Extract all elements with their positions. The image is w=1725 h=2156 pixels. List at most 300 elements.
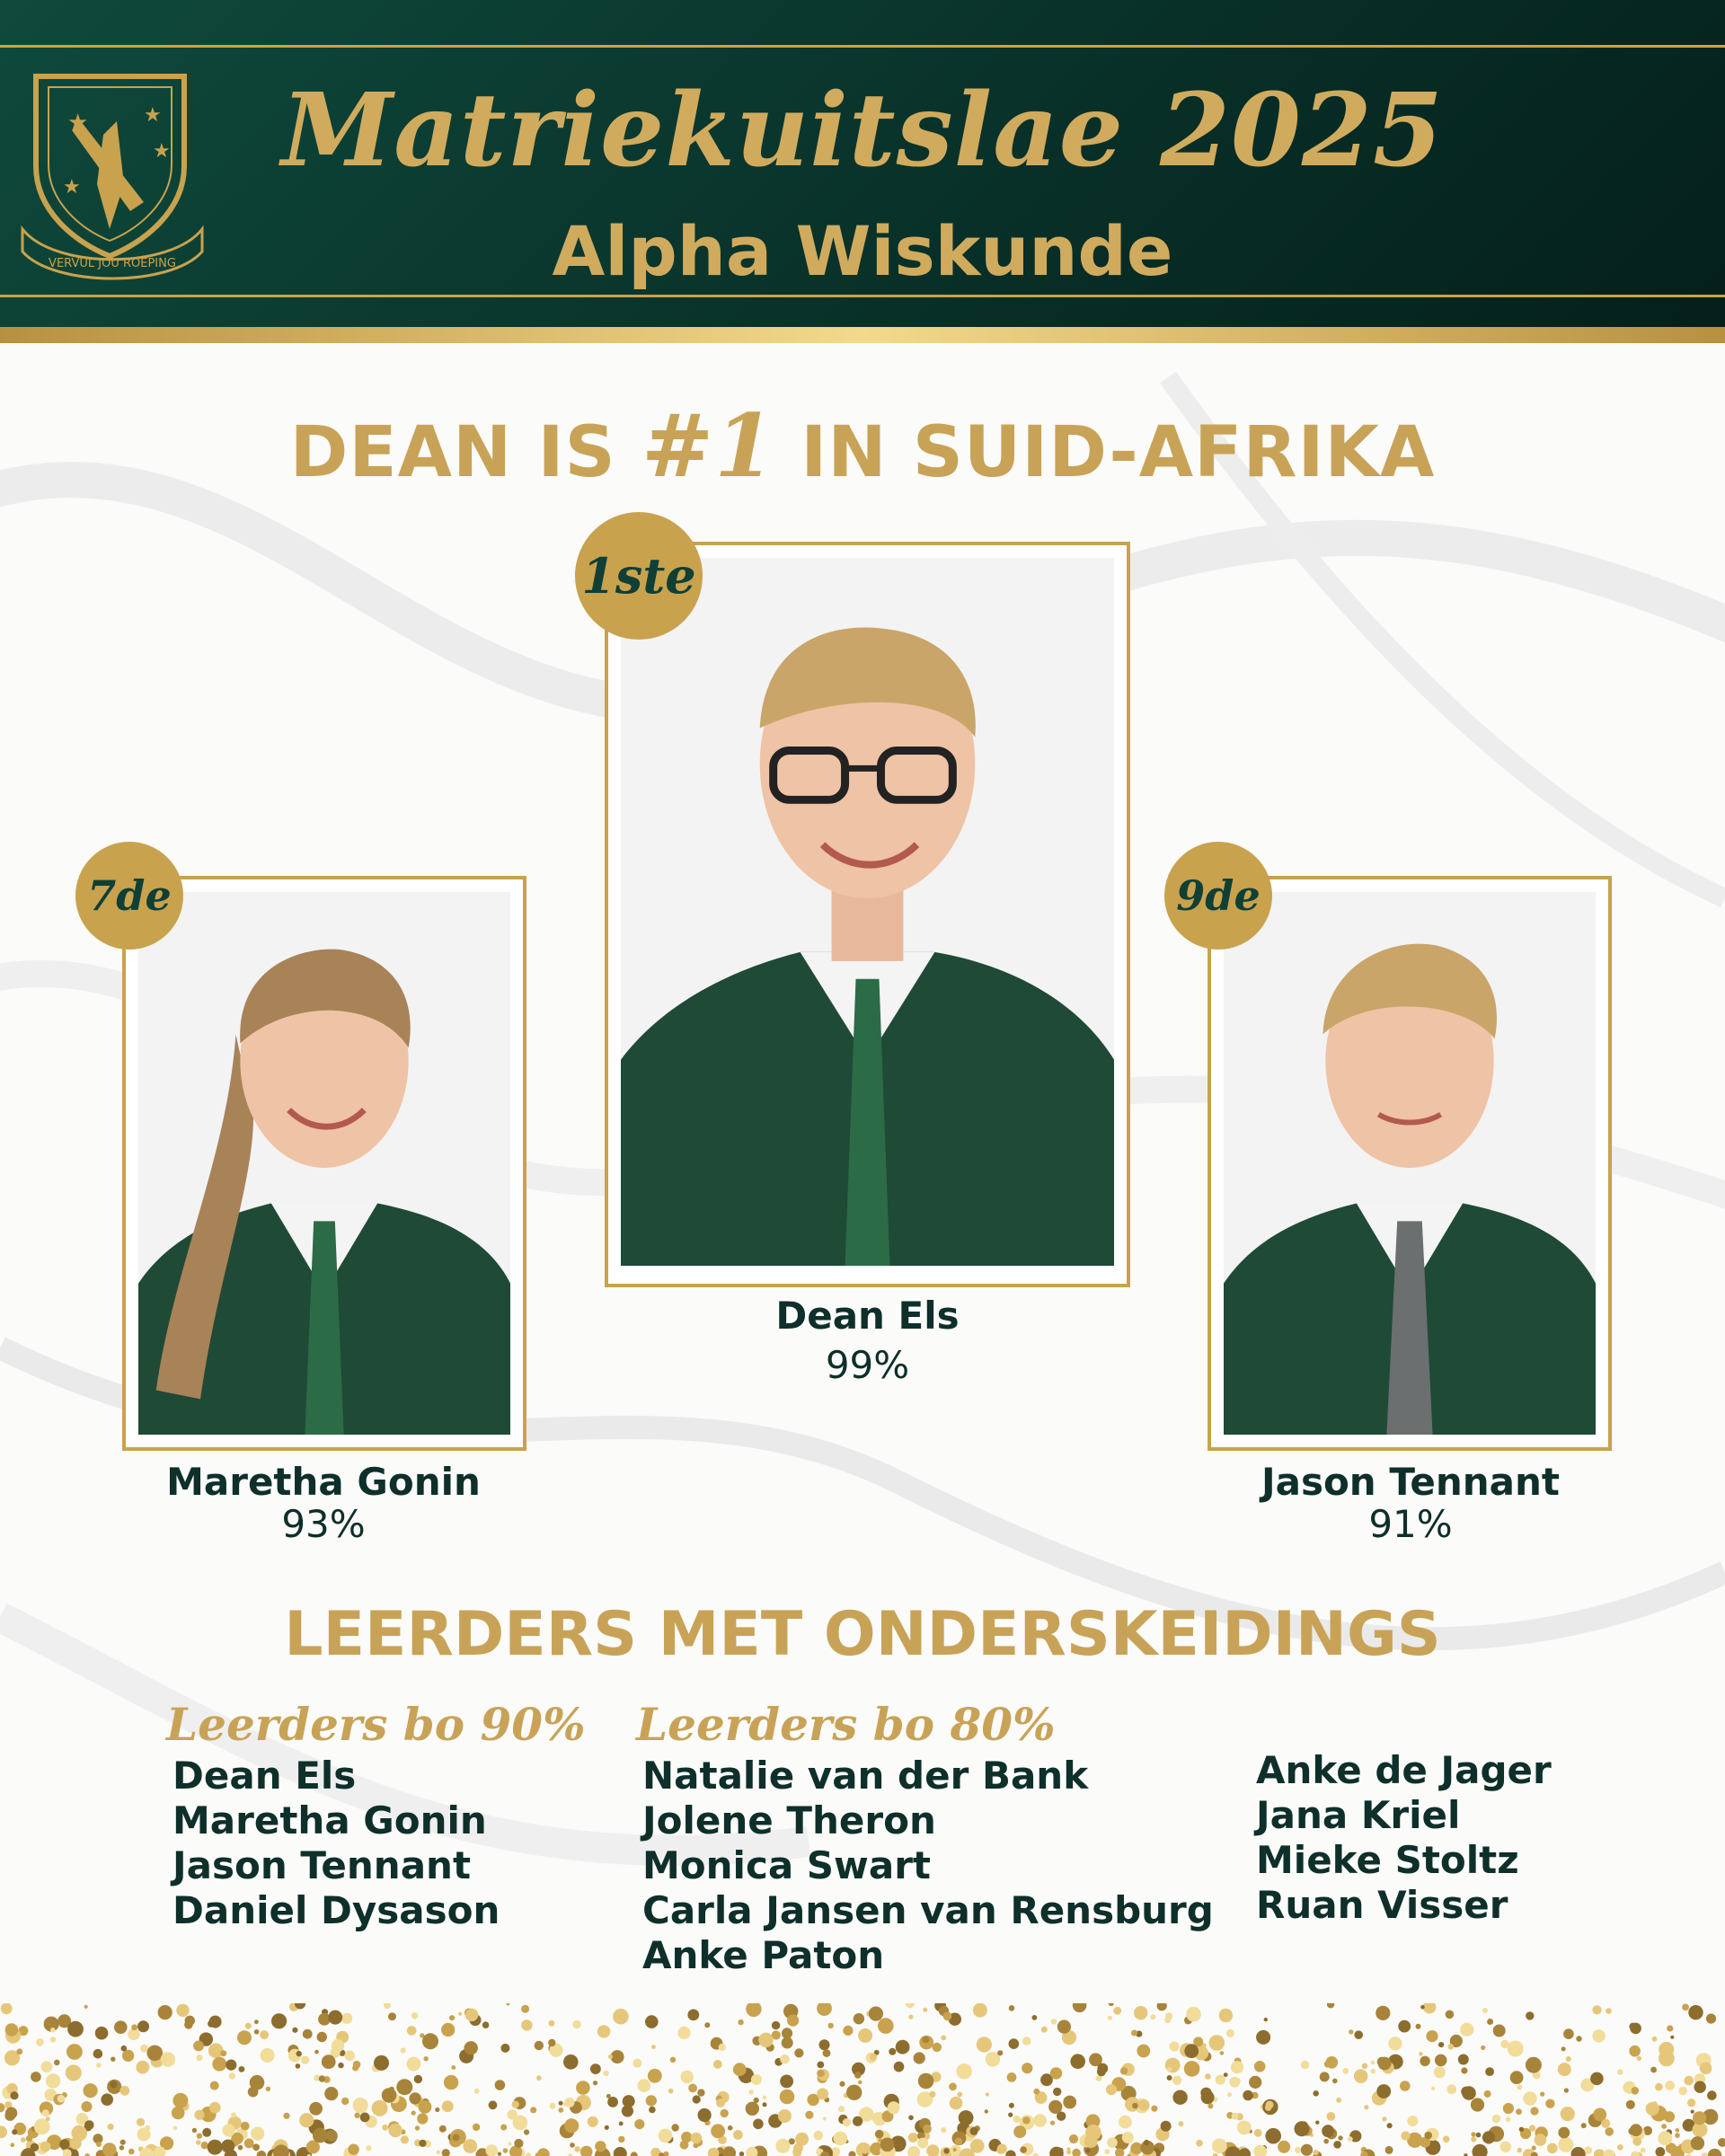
glitter-dot (41, 2061, 53, 2072)
glitter-dot (1167, 2075, 1172, 2081)
glitter-dot (42, 2109, 49, 2116)
glitter-dot (46, 2116, 50, 2121)
glitter-dot (917, 2138, 928, 2149)
glitter-dot (550, 2103, 556, 2109)
glitter-dot (838, 2106, 845, 2112)
glitter-dot (1661, 2124, 1667, 2129)
glitter-dot (1387, 2123, 1393, 2128)
glitter-dot (733, 2063, 747, 2076)
glitter-dot (1209, 2035, 1225, 2051)
header-banner (0, 0, 1725, 343)
glitter-dot (503, 2148, 509, 2153)
glitter-dot (1057, 2020, 1071, 2034)
glitter-dot (849, 2152, 856, 2156)
glitter-dot (1097, 2067, 1106, 2076)
glitter-dot (301, 2056, 309, 2064)
glitter-dot (1650, 2067, 1657, 2073)
glitter-dot (1500, 2142, 1511, 2152)
glitter-dot (417, 2113, 428, 2124)
glitter-dot (908, 2015, 913, 2019)
glitter-dot (66, 2044, 83, 2060)
glitter-dot (1105, 2149, 1110, 2154)
glitter-dot (559, 2101, 563, 2106)
glitter-dot (688, 2084, 697, 2093)
glitter-dot (733, 2130, 743, 2140)
glitter-dot (651, 2045, 656, 2049)
above90-label: Leerders bo 90% (166, 1698, 586, 1751)
crest-motto: VERVUL JOU ROEPING (49, 257, 176, 270)
first-place-photo (621, 558, 1114, 1266)
glitter-dot (716, 2099, 725, 2107)
glitter-dot (382, 2088, 397, 2103)
glitter-dot (1706, 2014, 1716, 2024)
glitter-dot (681, 2071, 694, 2083)
glitter-dot (509, 2143, 512, 2146)
glitter-dot (1485, 2067, 1494, 2076)
glitter-dot (1400, 2081, 1411, 2091)
glitter-dot (296, 2063, 301, 2069)
glitter-dot (341, 2098, 349, 2105)
glitter-dot (1167, 2067, 1172, 2072)
glitter-dot (1212, 2139, 1227, 2154)
glitter-dot (894, 2062, 905, 2072)
glitter-dot (1571, 2147, 1586, 2156)
glitter-dot (1070, 2054, 1085, 2069)
glitter-dot (549, 2020, 555, 2027)
glitter-dot (1201, 2090, 1215, 2104)
glitter-dot (1547, 2143, 1558, 2154)
glitter-dot (1517, 2084, 1522, 2090)
glitter-dot (388, 2012, 396, 2020)
third-place-photo (1224, 892, 1596, 1435)
glitter-dot (858, 2081, 862, 2084)
glitter-dot (823, 2116, 827, 2120)
glitter-dot (54, 2060, 60, 2066)
glitter-dot (693, 2095, 701, 2103)
glitter-dot (1382, 2116, 1386, 2121)
glitter-dot (869, 2007, 883, 2021)
glitter-dot (1266, 2101, 1274, 2109)
glitter-dot (563, 2054, 579, 2070)
glitter-dot (941, 2036, 946, 2041)
glitter-dot (576, 2081, 590, 2095)
glitter-dot (1685, 2076, 1694, 2086)
glitter-dot (489, 2100, 498, 2109)
glitter-dot (1108, 2016, 1112, 2020)
glitter-dot (283, 2113, 289, 2119)
glitter-dot (1376, 2006, 1390, 2020)
glitter-dot (252, 2143, 260, 2151)
glitter-dot (1179, 2121, 1184, 2126)
glitter-dot (1020, 2146, 1027, 2153)
glitter-dot (1013, 2125, 1026, 2138)
above80-list-col2 (1256, 1748, 1552, 1928)
glitter-dot (929, 2091, 935, 2098)
glitter-dot (1510, 2071, 1524, 2084)
glitter-dot (1109, 2003, 1114, 2006)
glitter-dot (388, 2124, 402, 2137)
glitter-dot (687, 2010, 699, 2021)
glitter-dot (411, 2111, 416, 2116)
glitter-dot (1629, 2023, 1636, 2030)
glitter-dot (955, 2138, 962, 2145)
glitter-dot (933, 2043, 942, 2052)
glitter-dot (1009, 2005, 1015, 2011)
glitter-dot (1482, 2008, 1488, 2013)
glitter-dot (241, 2122, 250, 2131)
glitter-dot (1186, 2007, 1201, 2022)
glitter-dot (1229, 2077, 1240, 2088)
glitter-dot (508, 2109, 518, 2119)
glitter-dot (1592, 2005, 1601, 2014)
glitter-dot (1376, 2084, 1391, 2099)
glitter-dot (1313, 2090, 1319, 2097)
glitter-dot (1435, 2054, 1447, 2067)
glitter-dot (1033, 2089, 1039, 2095)
glitter-dot (1354, 2069, 1368, 2083)
glitter-dot (704, 2022, 710, 2028)
glitter-dot (220, 2050, 226, 2056)
glitter-dot (197, 2134, 202, 2139)
glitter-dot (251, 2127, 264, 2141)
glitter-dot (1349, 2029, 1353, 2034)
glitter-dot (1249, 2076, 1261, 2089)
glitter-dot (817, 2003, 832, 2016)
glitter-dot (817, 2088, 828, 2099)
list-item: Jana Kriel (1256, 1793, 1461, 1837)
glitter-dot (1581, 2123, 1587, 2128)
glitter-dot (1424, 2132, 1432, 2140)
glitter-dot (1301, 2061, 1309, 2069)
glitter-dot (603, 2071, 608, 2076)
glitter-dot (172, 2093, 188, 2108)
glitter-dot (814, 2131, 824, 2141)
glitter-dot (512, 2101, 519, 2108)
glitter-dot (1073, 2003, 1087, 2012)
glitter-dot (613, 2009, 629, 2025)
glitter-dot (1388, 2037, 1402, 2050)
glitter-dot (608, 2054, 613, 2059)
glitter-dot (1132, 2103, 1138, 2109)
glitter-dot (50, 2037, 56, 2042)
glitter-dot (574, 2146, 580, 2152)
glitter-dot (1348, 2136, 1353, 2142)
glitter-dot (303, 2029, 313, 2039)
glitter-dot (128, 2149, 135, 2155)
glitter-dot (943, 2148, 949, 2153)
first-place-name: Dean Els (775, 1294, 960, 1338)
glitter-dot (780, 2054, 790, 2064)
glitter-dot (1362, 2063, 1368, 2070)
glitter-dot (977, 2037, 992, 2052)
glitter-dot (1526, 2057, 1542, 2073)
glitter-dot (158, 2005, 172, 2019)
glitter-dot (67, 2021, 84, 2037)
list-item: Anke de Jager (1256, 1748, 1552, 1792)
glitter-dot (463, 2139, 477, 2153)
glitter-dot (401, 2135, 409, 2143)
glitter-dot (119, 2145, 124, 2150)
list-item: Mieke Stoltz (1256, 1838, 1519, 1882)
glitter-dot (593, 2081, 597, 2085)
glitter-dot (1626, 2100, 1635, 2109)
glitter-dot (473, 2124, 480, 2131)
glitter-dot (572, 2020, 580, 2028)
glitter-dot (1219, 2009, 1233, 2022)
glitter-dot (1122, 2132, 1134, 2143)
glitter-dot (1462, 2086, 1476, 2100)
glitter-dot (1184, 2044, 1199, 2058)
glitter-dot (1072, 2149, 1081, 2156)
glitter-dot (506, 2003, 509, 2006)
glitter-dot (1151, 2106, 1157, 2112)
glitter-dot (748, 2090, 753, 2094)
glitter-dot (1493, 2025, 1506, 2037)
glitter-dot (846, 2085, 862, 2100)
glitter-dot (1545, 2099, 1554, 2108)
glitter-dot (1605, 2127, 1614, 2136)
glitter-dot (1322, 2125, 1334, 2137)
glitter-dot (96, 2142, 102, 2147)
glitter-dot (1022, 2037, 1031, 2046)
glitter-dot (354, 2113, 359, 2118)
glitter-dot (1691, 2110, 1694, 2114)
glitter-dot (1172, 2076, 1181, 2085)
glitter-dot (1069, 2134, 1078, 2143)
glitter-dot (1048, 2100, 1062, 2114)
glitter-dot (817, 2062, 824, 2069)
glitter-dot (973, 2003, 987, 2018)
glitter-dot (326, 2130, 338, 2142)
glitter-dot (1461, 2067, 1467, 2073)
glitter-dot (1137, 2045, 1150, 2058)
glitter-dot (1327, 2112, 1336, 2121)
glitter-dot (1517, 2148, 1523, 2153)
glitter-dot (606, 2094, 611, 2099)
glitter-dot (908, 2116, 914, 2121)
glitter-dot (1338, 2135, 1342, 2140)
glitter-dot (46, 2073, 60, 2088)
gold-band (0, 327, 1725, 343)
glitter-dot (1563, 2028, 1574, 2039)
glitter-dot (409, 2092, 420, 2104)
glitter-dot (794, 2048, 803, 2057)
glitter-dot (782, 2037, 793, 2049)
glitter-dot (1053, 2088, 1061, 2096)
list-item: Maretha Gonin (172, 1798, 487, 1842)
glitter-dot (1431, 2087, 1435, 2090)
glitter-dot (176, 2004, 189, 2017)
second-place-frame (122, 876, 526, 1451)
glitter-dot (372, 2100, 388, 2116)
glitter-dot (441, 2023, 455, 2037)
glitter-dot (843, 2118, 851, 2126)
headline-part1: DEAN IS (289, 412, 641, 493)
glitter-dot (1487, 2019, 1493, 2025)
glitter-dot (482, 2021, 490, 2028)
glitter-dot (137, 2118, 145, 2126)
glitter-dot (172, 2107, 185, 2120)
glitter-dot (1378, 2057, 1392, 2071)
glitter-dot (631, 2152, 638, 2156)
glitter-dot (59, 2139, 69, 2149)
third-place-frame (1208, 876, 1612, 1451)
glitter-dot (257, 2151, 267, 2156)
glitter-dot (854, 2013, 864, 2024)
glitter-dot (436, 2150, 440, 2154)
glitter-dot (668, 2089, 674, 2094)
glitter-dot (239, 2066, 245, 2072)
svg-text:★: ★ (153, 139, 171, 162)
glitter-dot (839, 2081, 845, 2087)
glitter-dot (1629, 2046, 1641, 2057)
glitter-dot (1503, 2103, 1514, 2114)
glitter-dot (1532, 2145, 1536, 2150)
glitter-dot (1471, 2136, 1476, 2142)
glitter-dot (1628, 2127, 1635, 2134)
glitter-dot (588, 2116, 598, 2127)
glitter-dot (787, 2015, 799, 2027)
glitter-dot (1050, 2121, 1055, 2125)
glitter-dot (348, 2144, 358, 2155)
glitter-dot (1540, 2092, 1544, 2097)
glitter-dot (521, 2019, 532, 2030)
glitter-dot (923, 2125, 932, 2134)
glitter-dot (614, 2147, 627, 2156)
glitter-dot (229, 2072, 235, 2079)
glitter-dot (1492, 2115, 1500, 2123)
glitter-dot (322, 2054, 336, 2069)
glitter-dot (324, 2087, 338, 2100)
glitter-dot (753, 2119, 764, 2130)
glitter-dot (880, 2138, 895, 2152)
glitter-dot (906, 2003, 915, 2008)
glitter-dot (711, 2124, 725, 2138)
glitter-dot (1009, 2038, 1020, 2049)
list-item: Monica Swart (642, 1843, 931, 1887)
glitter-dot (949, 2082, 957, 2090)
glitter-dot (1561, 2107, 1575, 2121)
glitter-dot (1120, 2067, 1128, 2074)
glitter-dot (221, 2140, 234, 2153)
glitter-dot (1471, 2132, 1475, 2136)
glitter-dot (1590, 2072, 1604, 2086)
glitter-dot (907, 2146, 920, 2156)
glitter-dot (1420, 2005, 1425, 2010)
glitter-dot (985, 2109, 988, 2113)
glitter-dot (524, 2129, 529, 2134)
glitter-dot (1050, 2067, 1062, 2079)
glitter-dot (1446, 2010, 1455, 2019)
glitter-dot (843, 2026, 853, 2036)
glitter-dot (943, 2011, 952, 2020)
glitter-dot (1558, 2137, 1573, 2152)
glitter-dot (719, 2044, 726, 2051)
rank-badge-first: 1ste (575, 512, 703, 640)
glitter-dot (0, 2125, 7, 2138)
glitter-dot (926, 2144, 939, 2156)
glitter-dot (219, 2063, 225, 2068)
glitter-dot (1419, 2052, 1423, 2056)
glitter-dot (194, 2110, 204, 2120)
glitter-dot (896, 2040, 910, 2054)
glitter-dot (795, 2133, 809, 2146)
glitter-dot (102, 2143, 117, 2156)
glitter-dot (500, 2125, 507, 2131)
glitter-dot (1682, 2004, 1689, 2011)
glitter-dot (1652, 2037, 1658, 2042)
glitter-dot (1063, 2096, 1076, 2109)
glitter-dot (419, 2100, 432, 2114)
glitter-dot (618, 2136, 624, 2143)
glitter-dot (776, 2139, 791, 2153)
glitter-dot (209, 2102, 221, 2114)
glitter-dot (451, 2065, 456, 2070)
glitter-dot (918, 2073, 934, 2090)
glitter-dot (1458, 2054, 1469, 2065)
glitter-dot (1170, 2042, 1180, 2052)
glitter-dot (0, 2103, 5, 2112)
list-item: Natalie van der Bank (642, 1754, 1089, 1798)
glitter-dot (739, 2152, 744, 2156)
glitter-dot (1254, 2061, 1266, 2072)
glitter-dot (605, 2125, 609, 2130)
glitter-dot (266, 2087, 270, 2091)
glitter-dot (1530, 2107, 1538, 2115)
glitter-dot (1687, 2099, 1695, 2107)
glitter-dot (1678, 2087, 1687, 2096)
glitter-dot (548, 2039, 555, 2046)
glitter-dot (632, 2059, 641, 2068)
headline (0, 395, 1725, 497)
glitter-dot (953, 2148, 957, 2152)
glitter-dot (564, 2118, 579, 2133)
glitter-dot (721, 2109, 729, 2117)
glitter-dot (1009, 2103, 1014, 2108)
glitter-dot (374, 2055, 389, 2071)
glitter-dot (649, 2107, 656, 2114)
glitter-dot (1558, 2127, 1570, 2139)
glitter-dot (193, 2041, 204, 2052)
glitter-dot (208, 2140, 223, 2155)
glitter-dot (1592, 2029, 1605, 2042)
glitter-dot (1184, 2061, 1200, 2077)
header-top-rule (0, 45, 1725, 48)
glitter-dot (1151, 2014, 1156, 2019)
glitter-dot (120, 2140, 126, 2145)
glitter-dot (1295, 2121, 1310, 2136)
glitter-dot (1516, 2108, 1522, 2115)
glitter-dot (1013, 2116, 1021, 2123)
glitter-dot (1107, 2137, 1118, 2148)
glitter-dot (648, 2069, 662, 2083)
glitter-dot (1336, 2098, 1341, 2103)
glitter-dot (121, 2046, 128, 2052)
glitter-dot (495, 2080, 506, 2090)
glitter-dot (514, 2139, 523, 2148)
glitter-dot (192, 2128, 197, 2133)
glitter-dot (449, 2015, 455, 2020)
list-item: Ruan Visser (1256, 1883, 1508, 1927)
glitter-dot (1561, 2046, 1566, 2051)
glitter-dot (82, 2101, 93, 2112)
glitter-dot (763, 2102, 767, 2107)
glitter-dot (382, 2125, 388, 2131)
glitter-dot (474, 2089, 480, 2094)
glitter-dot (697, 2089, 704, 2096)
glitter-dot (1593, 2108, 1606, 2122)
glitter-dot (137, 2127, 151, 2141)
